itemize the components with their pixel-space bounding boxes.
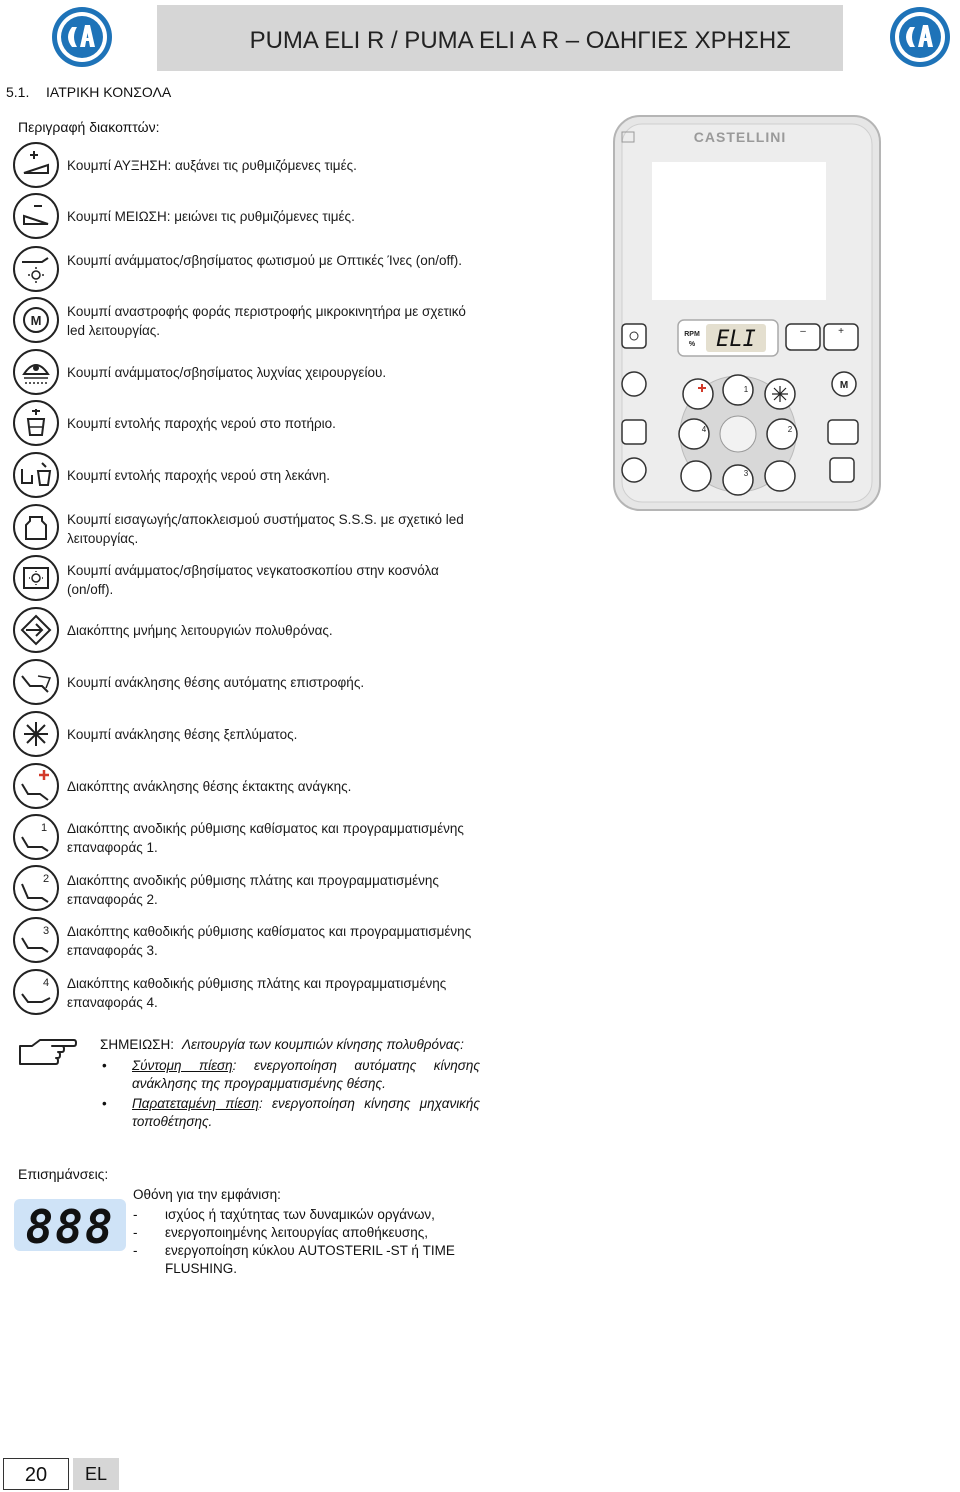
svg-text:1: 1 <box>743 385 749 394</box>
operating-lamp-icon <box>12 348 60 396</box>
console-display-text: ELI <box>716 327 756 352</box>
backrest-down-4-icon <box>12 968 60 1016</box>
note-bullet-label: Παρατεταμένη πίεση <box>132 1096 259 1111</box>
item-sss-text: Κουμπί εισαγωγής/αποκλεισμού συστήματος S.S.S. με σχετικό led λειτουργίας. <box>67 512 464 546</box>
console-fiber-optic-button <box>622 420 646 444</box>
pointing-hand-icon <box>18 1036 78 1070</box>
section-heading <box>6 84 171 100</box>
item-fiber-optic-text: Κουμπί ανάμματος/σβησίματος φωτισμού με Οπτικές Ίνες (on/off). <box>67 253 463 268</box>
console-cup-button <box>830 458 854 482</box>
section-title: ΙΑΤΡΙΚΗ ΚΟΝΣΟΛΑ <box>46 84 172 100</box>
console-key-3-button <box>723 465 753 495</box>
document-title: PUMA ELI R / PUMA ELI A R – ΟΔΗΓΙΕΣ ΧΡΗΣΗΣ <box>249 27 791 54</box>
rinse-position-icon <box>12 710 60 758</box>
plus-tilt-icon <box>12 141 60 189</box>
remarks-heading: Επισημάνσεις: <box>18 1166 109 1182</box>
item-seat-up-text: Διακόπτης ανοδικής ρύθμισης καθίσματος και προγραμματισμένης επαναφοράς 1. <box>67 821 464 855</box>
console-auto-return-button <box>765 461 795 491</box>
console-key-2-button <box>767 419 797 449</box>
note-bullet <box>132 1095 480 1131</box>
svg-text:2: 2 <box>787 425 793 434</box>
motor-m-icon <box>12 296 60 344</box>
display-description <box>133 1186 513 1278</box>
item-rinse-text: Κουμπί ανάκλησης θέσης ξεπλύματος. <box>67 727 298 742</box>
cup-fill-icon <box>12 399 60 447</box>
note-heading: ΣΗΜΕΙΩΣΗ: <box>100 1037 175 1052</box>
note-bullet <box>132 1057 480 1093</box>
subsection-heading: Περιγραφή διακοπτών: <box>18 119 160 135</box>
item-backrest-up-text: Διακόπτης ανοδικής ρύθμισης πλάτης και προγραμματισμένης επαναφοράς 2. <box>67 873 439 907</box>
svg-text:M: M <box>30 313 42 328</box>
seat-up-1-icon <box>12 813 60 861</box>
svg-text:4: 4 <box>701 425 707 434</box>
console-lamp-button <box>622 458 646 482</box>
item-emergency-text: Διακόπτης ανάκλησης θέσης έκτακτης ανάγκης. <box>67 779 352 794</box>
seat-down-3-icon <box>12 916 60 964</box>
item-auto-return-text: Κουμπί ανάκλησης θέσης αυτόματης επιστροφής. <box>67 675 365 690</box>
svg-text:4: 4 <box>42 977 50 989</box>
header-bar <box>157 5 843 71</box>
item-seat-down-text: Διακόπτης καθοδικής ρύθμισης καθίσματος και προγραμματισμένης επαναφοράς 3. <box>67 924 472 958</box>
console-screen <box>652 162 826 300</box>
section-number: 5.1. <box>6 84 30 100</box>
svg-text:+: + <box>838 326 844 337</box>
display-line: - ισχύος ή ταχύτητας των δυναμικών οργάνων, <box>133 1207 435 1222</box>
seven-segment-display <box>14 1199 126 1251</box>
console-emergency-button <box>683 379 713 409</box>
item-operating-lamp-text: Κουμπί ανάμματος/σβησίματος λυχνίας χειρουργείου. <box>67 365 387 380</box>
display-line: - ενεργοποίηση κύκλου AUTOSTERIL -ST ή TIME FLUSHING. <box>133 1243 455 1276</box>
note-bullet-label: Σύντομη πίεση <box>132 1058 233 1073</box>
fiber-optic-light-icon <box>12 245 60 293</box>
console-key-4-button <box>679 419 709 449</box>
console-sss-button <box>622 372 646 396</box>
console-brand: CASTELLINI <box>693 129 787 145</box>
bowl-rinse-icon <box>12 451 60 499</box>
svg-text:1: 1 <box>40 822 48 834</box>
note-bullet-text: : ενεργοποίηση αυτόματης κίνησης ανάκλησης της προγραμματισμένης θέσης. <box>132 1058 480 1091</box>
display-digits: 888 <box>25 1200 115 1251</box>
console-rpm-label: RPM <box>684 331 700 338</box>
item-memory-text: Διακόπτης μνήμης λειτουργιών πολυθρόνας. <box>67 623 333 638</box>
console-memory-button <box>681 461 711 491</box>
console-negatoscope-button <box>622 324 646 348</box>
castellini-logo-icon <box>888 5 952 69</box>
item-cup-text: Κουμπί εντολής παροχής νερού στο ποτήριο. <box>67 416 336 431</box>
console-key-1-button <box>723 375 753 405</box>
svg-text:M: M <box>839 380 849 391</box>
sss-bottle-icon <box>12 503 60 551</box>
item-decrease-text: Κουμπί ΜΕΙΩΣΗ: μειώνει τις ρυθμιζόμενες τιμές. <box>67 209 355 224</box>
minus-tilt-icon <box>12 192 60 240</box>
auto-return-icon <box>12 658 60 706</box>
note-block <box>100 1036 480 1133</box>
svg-text:3: 3 <box>42 925 50 937</box>
display-line: - ενεργοποιημένης λειτουργίας αποθήκευσης, <box>133 1225 428 1240</box>
emergency-position-icon <box>12 762 60 810</box>
language-code: EL <box>73 1458 119 1490</box>
note-text: Λειτουργία των κουμπιών κίνησης πολυθρόνας: <box>182 1037 464 1052</box>
page-number: 20 <box>3 1458 69 1490</box>
note-bullet-text: : ενεργοποίηση κίνησης μηχανικής τοποθέτησης. <box>132 1096 480 1129</box>
console-bowl-button <box>828 420 858 444</box>
svg-text:2: 2 <box>42 873 50 885</box>
item-backrest-down-text: Διακόπτης καθοδικής ρύθμισης πλάτης και προγραμματισμένης επαναφοράς 4. <box>67 976 447 1010</box>
item-motor-text: Κουμπί αναστροφής φοράς περιστροφής μικροκινητήρα με σχετικό led λειτουργίας. <box>67 304 466 338</box>
memory-arrow-icon <box>12 606 60 654</box>
backrest-up-2-icon <box>12 864 60 912</box>
item-negatoscope-text: Κουμπί ανάμματος/σβησίματος νεγκατοσκοπίου στην κοσνόλα (on/off). <box>67 563 439 597</box>
console-percent-label: % <box>688 341 696 348</box>
display-intro: Οθόνη για την εμφάνιση: <box>133 1187 281 1202</box>
svg-text:3: 3 <box>743 469 749 478</box>
item-bowl-text: Κουμπί εντολής παροχής νερού στη λεκάνη. <box>67 468 331 483</box>
svg-text:–: – <box>800 326 806 337</box>
item-increase-text: Κουμπί ΑΥΞΗΣΗ: αυξάνει τις ρυθμιζόμενες τιμές. <box>67 158 357 173</box>
negatoscope-icon <box>12 554 60 602</box>
castellini-logo-icon <box>50 5 114 69</box>
doctor-console-illustration <box>612 114 882 512</box>
